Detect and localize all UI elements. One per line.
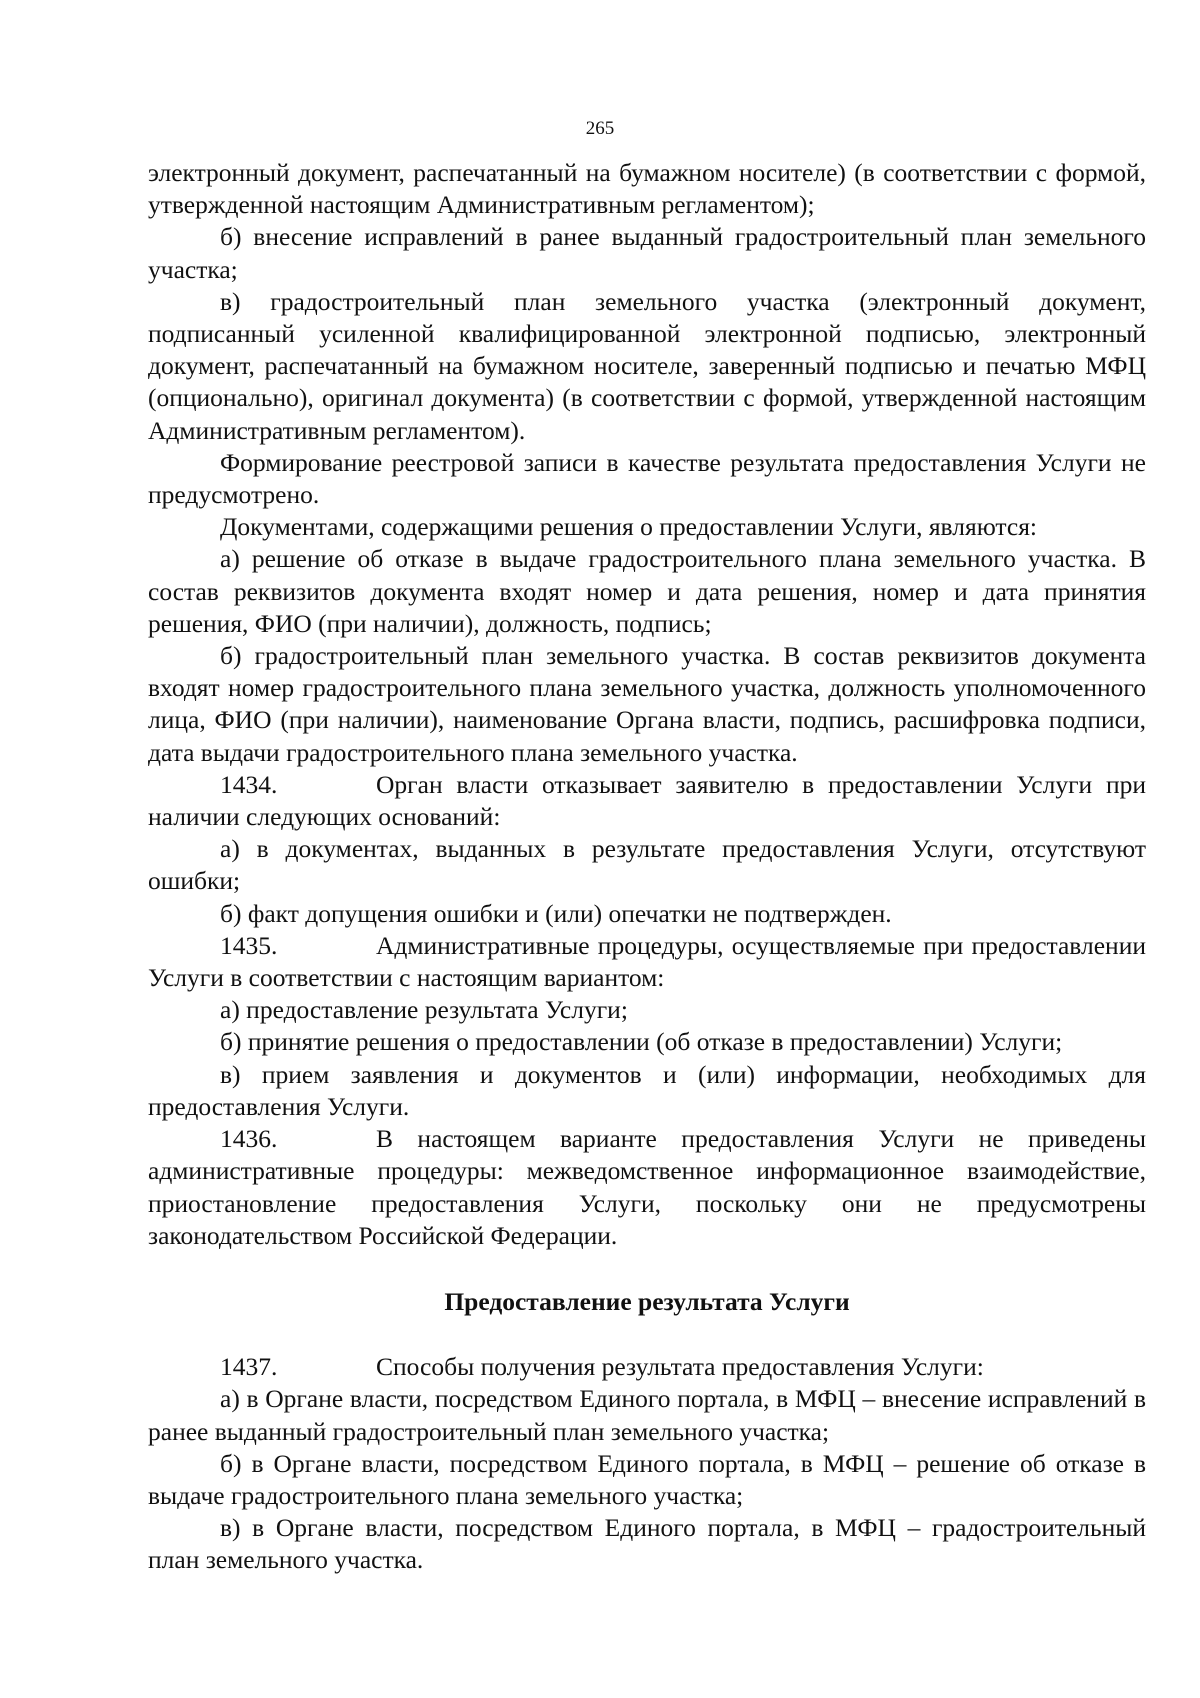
- item-1434-number: 1434.: [220, 769, 278, 799]
- item-1435-text: Административные процедуры, осуществляемые при предоставлении Услуги в соответствии с настоящим вариантом:: [148, 930, 1146, 993]
- item-1437: [148, 1351, 1146, 1383]
- section-heading: Предоставление результата Услуги: [444, 1286, 850, 1316]
- item-1434-text: Орган власти отказывает заявителю в предоставлении Услуги при наличии следующих оснований:: [148, 769, 1146, 832]
- paragraph-b-decision: б) принятие решения о предоставлении (об отказе в предоставлении) Услуги;: [220, 1027, 1063, 1057]
- paragraph-v-plan-method: в) в Органе власти, посредством Единого портала, в МФЦ – градостроительный план земельного участка.: [148, 1513, 1146, 1575]
- paragraph-decision-docs: Документами, содержащими решения о предоставлении Услуги, являются:: [220, 512, 1038, 542]
- item-1437-text: Способы получения результата предоставления Услуги:: [376, 1352, 984, 1382]
- paragraph-b-corrections: б) внесение исправлений в ранее выданный градостроительный план земельного участка;: [148, 222, 1146, 284]
- paragraph-a-corrections-method: а) в Органе власти, посредством Единого портала, в МФЦ – внесение исправлений в ранее выданный градостроительный план земельного участка;: [148, 1384, 1146, 1446]
- paragraph-v-intake: в) прием заявления и документов и (или) информации, необходимых для предоставления Услуги.: [148, 1059, 1146, 1121]
- paragraph-a-no-errors: а) в документах, выданных в результате предоставления Услуги, отсутствуют ошибки;: [148, 834, 1146, 896]
- item-1437-number: 1437.: [220, 1352, 278, 1382]
- paragraph-registry: Формирование реестровой записи в качестве результата предоставления Услуги не предусмотрено.: [148, 447, 1146, 510]
- paragraph-b-refusal-method: б) в Органе власти, посредством Единого портала, в МФЦ – решение об отказе в выдаче градостроительного плана земельного участка;: [148, 1448, 1146, 1510]
- item-1435-number: 1435.: [220, 930, 278, 960]
- paragraph-a-result: а) предоставление результата Услуги;: [220, 995, 628, 1025]
- paragraph-v-plan: в) градостроительный план земельного участка (электронный документ, подписанный усиленной квалифицированной электронной подписью, электронный документ, распечатанный на бумажном носителе, заверенный подписью и печатью МФЦ (опционально), оригинал документа) (в соответствии с формой, утвержденной настоящим Административным регламентом).: [148, 286, 1146, 445]
- page-number: 265: [585, 118, 615, 139]
- paragraph-b-plan-details: б) градостроительный план земельного участка. В состав реквизитов документа входят номер градостроительного плана земельного участка, должность уполномоченного лица, ФИО (при наличии), наименование Органа власти, подпись, расшифровка подписи, дата выдачи градостроительного плана земельного участка.: [148, 641, 1146, 767]
- document-body: [148, 157, 1146, 1577]
- item-1435: [148, 930, 1146, 994]
- paragraph-continuation: электронный документ, распечатанный на бумажном носителе) (в соответствии с формой, утвержденной настоящим Административным регламентом);: [148, 158, 1146, 220]
- paragraph-b-not-confirmed: б) факт допущения ошибки и (или) опечатки не подтвержден.: [220, 898, 892, 928]
- item-1436-number: 1436.: [220, 1124, 278, 1154]
- paragraph-a-refusal: а) решение об отказе в выдаче градостроительного плана земельного участка. В состав реквизитов документа входят номер и дата решения, номер и дата принятия решения, ФИО (при наличии), должность, подпись;: [148, 544, 1146, 638]
- item-1436: [148, 1123, 1146, 1252]
- item-1436-text: В настоящем варианте предоставления Услуги не приведены административные процедуры: межведомственное информационное взаимодействие, приостановление предоставления Услуги, поскольку они не предусмотрены законодательством Российской Федерации.: [148, 1124, 1146, 1250]
- item-1434: [148, 769, 1146, 833]
